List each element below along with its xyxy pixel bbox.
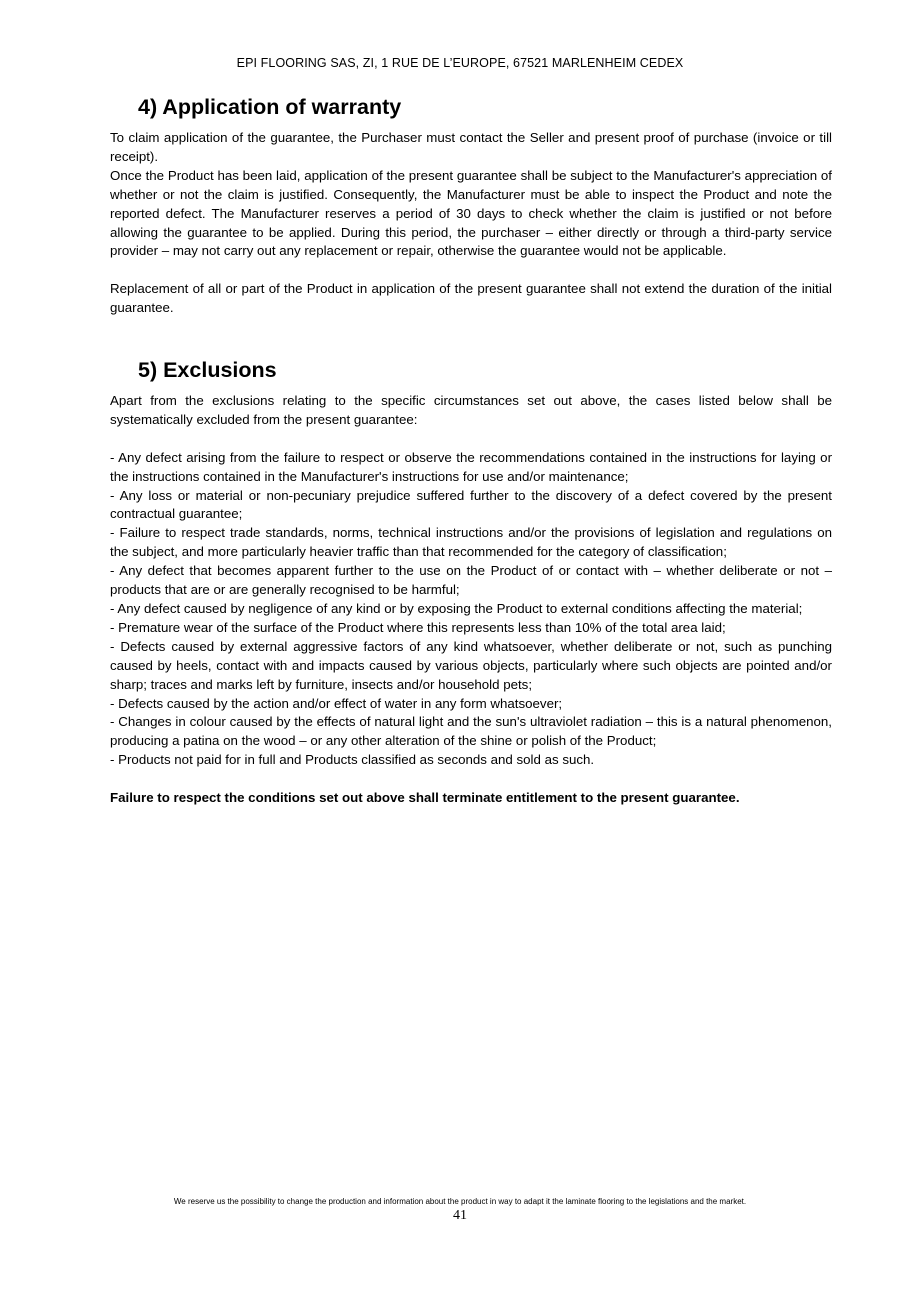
list-item: - Defects caused by external aggressive factors of any kind whatsoever, whether deliberate or not, such as punching caused by heels, contact with and impacts caused by various objects, particularly where such objects are pointed and/or sharp; traces and marks left by furniture, insects and/or household pets; [110, 638, 832, 692]
list-item: - Products not paid for in full and Products classified as seconds and sold as such. [110, 752, 595, 768]
section-4-title: 4) Application of warranty [138, 95, 402, 119]
document-body [110, 92, 832, 808]
list-item: - Any defect caused by negligence of any kind or by exposing the Product to external conditions affecting the material; [110, 601, 803, 616]
section-4-paragraph: To claim application of the guarantee, the Purchaser must contact the Seller and present proof of purchase (invoice or till receipt). [110, 130, 832, 164]
list-item: - Changes in colour caused by the effects of natural light and the sun's ultraviolet radiation – this is a natural phenomenon, producing a patina on the wood – or any other alteration of the shine or polish of the Product; [110, 714, 832, 749]
section-4-paragraph: Replacement of all or part of the Product in application of the present guarantee shall not extend the duration of the initial guarantee. [110, 281, 832, 316]
footer-disclaimer: We reserve us the possibility to change the production and information about the product in way to adapt it the laminate flooring to the legislations and the market. [173, 1197, 747, 1206]
list-item: - Defects caused by the action and/or effect of water in any form whatsoever; [110, 695, 563, 711]
section-5-title: 5) Exclusions [138, 358, 277, 383]
page-number: 41 [453, 1208, 467, 1223]
page-header-address: EPI FLOORING SAS, ZI, 1 RUE DE L’EUROPE, 67521 MARLENHEIM CEDEX [236, 56, 684, 70]
spacer [110, 261, 832, 280]
list-item: - Failure to respect trade standards, norms, technical instructions and/or the provisions of legislation and regulations on the subject, and more particularly heavier traffic than that recommended for the category of classification; [110, 525, 832, 560]
list-item: - Any defect that becomes apparent further to the use on the Product of or contact with – whether deliberate or not – products that are or are generally recognised to be harmful; [110, 563, 832, 598]
spacer [110, 318, 832, 355]
spacer [110, 430, 832, 449]
spacer [110, 770, 832, 789]
list-item: - Any defect arising from the failure to respect or observe the recommendations contained in the instructions for laying or the instructions contained in the Manufacturer's instructions for use and/or maintenance; [110, 449, 832, 484]
exclusions-list [110, 449, 832, 770]
section-5-intro: Apart from the exclusions relating to the specific circumstances set out above, the cases listed below shall be systematically excluded from the present guarantee: [110, 393, 832, 427]
list-item: - Any loss or material or non-pecuniary prejudice suffered further to the discovery of a defect covered by the present contractual guarantee; [110, 487, 832, 522]
list-item: - Premature wear of the surface of the Product where this represents less than 10% of the total area laid; [110, 619, 726, 635]
closing-statement: Failure to respect the conditions set out above shall terminate entitlement to the present guarantee. [110, 790, 740, 806]
section-4-paragraph: Once the Product has been laid, application of the present guarantee shall be subject to the Manufacturer's appreciation of whether or not the claim is justified. Consequently, the Manufacturer must be able to inspect the Product and note the reported defect. The Manufacturer reserves a period of 30 days to check whether the claim is justified or not before allowing the guarantee to be applied. During this period, the purchaser – either directly or through a third-party service provider – may not carry out any replacement or repair, otherwise the guarantee would not be applicable. [110, 167, 832, 259]
